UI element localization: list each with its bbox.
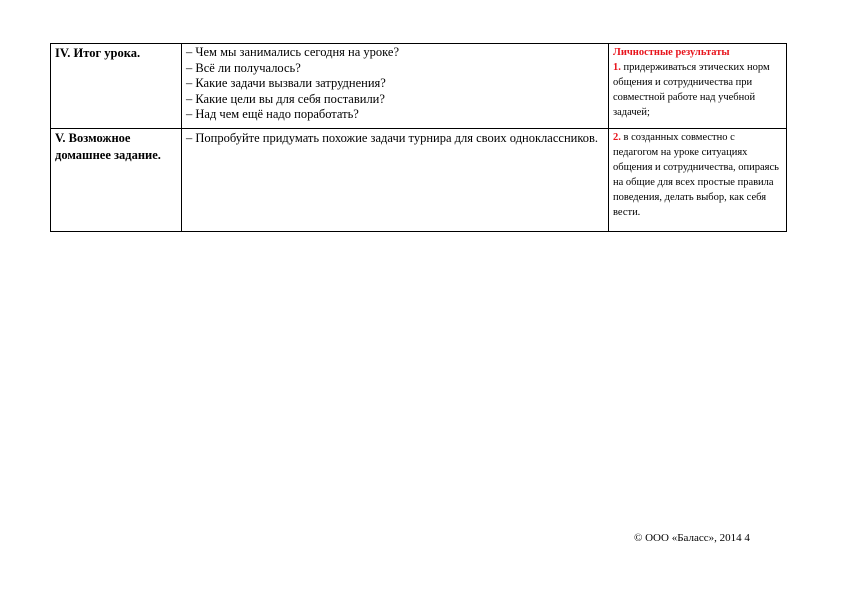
result-number: 1. — [613, 62, 621, 73]
results-cell — [609, 44, 787, 129]
question-item: – Всё ли получалось? — [186, 60, 301, 75]
result-number: 2. — [613, 132, 621, 143]
content-cell — [182, 44, 609, 129]
stage-title: V. Возможное домашнее задание. — [55, 131, 161, 162]
result-text: придерживаться этических норм общения и сотрудничества при совместной работе над учебной задачей; — [613, 62, 770, 118]
content-cell — [182, 129, 609, 232]
stage-title: IV. Итог урока. — [55, 46, 141, 60]
results-heading: Личностные результаты — [613, 47, 730, 58]
copyright-footer: © ООО «Баласс», 2014 4 — [634, 532, 750, 544]
question-item: – Над чем ещё надо поработать? — [186, 107, 359, 121]
homework-text: – Попробуйте придумать похожие задачи турнира для своих одноклассников. — [186, 131, 599, 145]
table-row — [51, 44, 787, 129]
lesson-table — [50, 43, 787, 232]
stage-cell — [51, 44, 182, 129]
stage-cell — [51, 129, 182, 232]
result-text: в созданных совместно с педагогом на уроке ситуациях общения и сотрудничества, опираясь на общие для всех простые правила поведения, делать выбор, как себя вести. — [613, 132, 779, 218]
results-cell — [609, 129, 787, 232]
question-item: – Чем мы занимались сегодня на уроке? — [186, 45, 400, 59]
question-item: – Какие цели вы для себя поставили? — [186, 91, 385, 106]
question-item: – Какие задачи вызвали затруднения? — [186, 76, 386, 90]
table-row — [51, 129, 787, 232]
